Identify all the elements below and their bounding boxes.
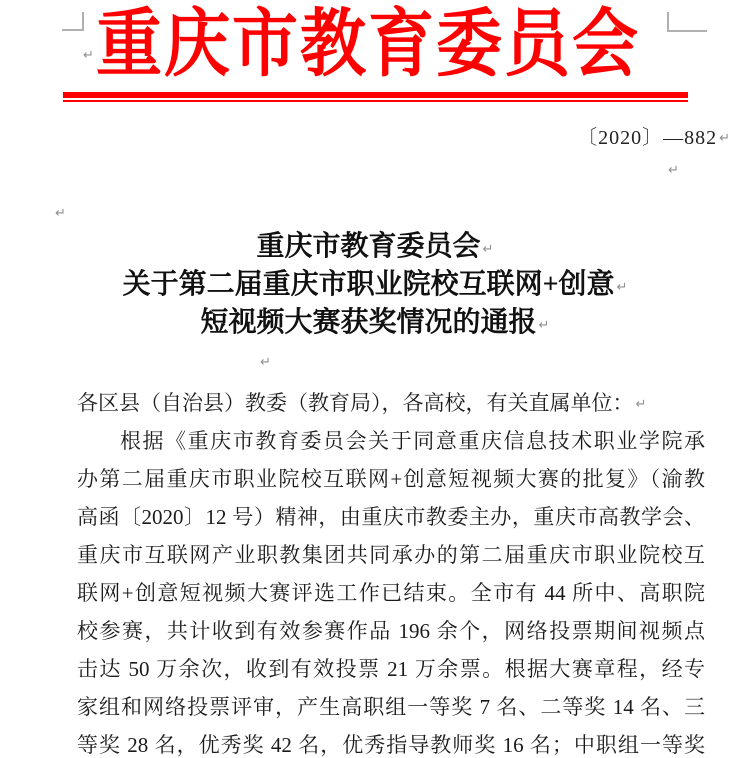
pilcrow-icon: ↵: [55, 206, 66, 221]
letterhead-agency-name: 重庆市教育委员会: [96, 4, 640, 87]
body-line: 联网+创意短视频大赛评选工作已结束。全市有 44 所中、高职院: [77, 581, 705, 605]
title-line-3-text: 短视频大赛获奖情况的通报: [200, 307, 537, 338]
letterhead-rule-thin: [63, 100, 688, 102]
body-line: 击达 50 万余次，收到有效投票 21 万余票。根据大赛章程，经专: [77, 657, 705, 681]
title-line-1: [0, 228, 750, 266]
body-line: 等奖 28 名，优秀奖 42 名，优秀指导教师奖 16 名；中职组一等奖: [77, 733, 705, 757]
pilcrow-icon: ↵: [616, 280, 628, 295]
pilcrow-icon: ↵: [668, 163, 679, 178]
document-title: [0, 228, 750, 342]
body-salutation: [77, 384, 705, 422]
pilcrow-icon: ↵: [719, 131, 730, 146]
body-line: 高函〔2020〕12 号）精神，由重庆市教委主办，重庆市高教学会、: [77, 505, 705, 529]
body-line: 重庆市互联网产业职教集团共同承办的第二届重庆市职业院校互: [77, 543, 705, 567]
body-line: 校参赛，共计收到有效参赛作品 196 余个，网络投票期间视频点: [77, 619, 705, 643]
letterhead-rule-thick: [63, 92, 688, 98]
pilcrow-icon: ↵: [260, 355, 271, 370]
title-line-3: [0, 304, 750, 342]
pilcrow-icon: ↵: [83, 48, 94, 63]
margin-corner-mark-top-right-icon: [667, 12, 707, 32]
title-line-2-text: 关于第二届重庆市职业院校互联网+创意: [122, 269, 615, 300]
title-line-2: [0, 266, 750, 304]
pilcrow-icon: ↵: [482, 242, 494, 257]
body-salutation-text: 各区县（自治县）教委（教育局），各高校，有关直属单位：: [77, 391, 634, 415]
document-number: [577, 121, 730, 150]
title-line-1-text: 重庆市教育委员会: [256, 231, 481, 262]
pilcrow-icon: ↵: [538, 318, 550, 333]
margin-corner-mark-top-left-icon: [62, 12, 84, 31]
body-line: 根据《重庆市教育委员会关于同意重庆信息技术职业学院承: [120, 429, 705, 453]
document-body: [77, 384, 705, 758]
body-line: 办第二届重庆市职业院校互联网+创意短视频大赛的批复》（渝教: [77, 467, 705, 491]
body-line: 家组和网络投票评审，产生高职组一等奖 7 名、二等奖 14 名、三: [77, 695, 705, 719]
pilcrow-icon: ↵: [635, 397, 647, 412]
document-number-text: 〔2020〕—882: [577, 127, 718, 149]
